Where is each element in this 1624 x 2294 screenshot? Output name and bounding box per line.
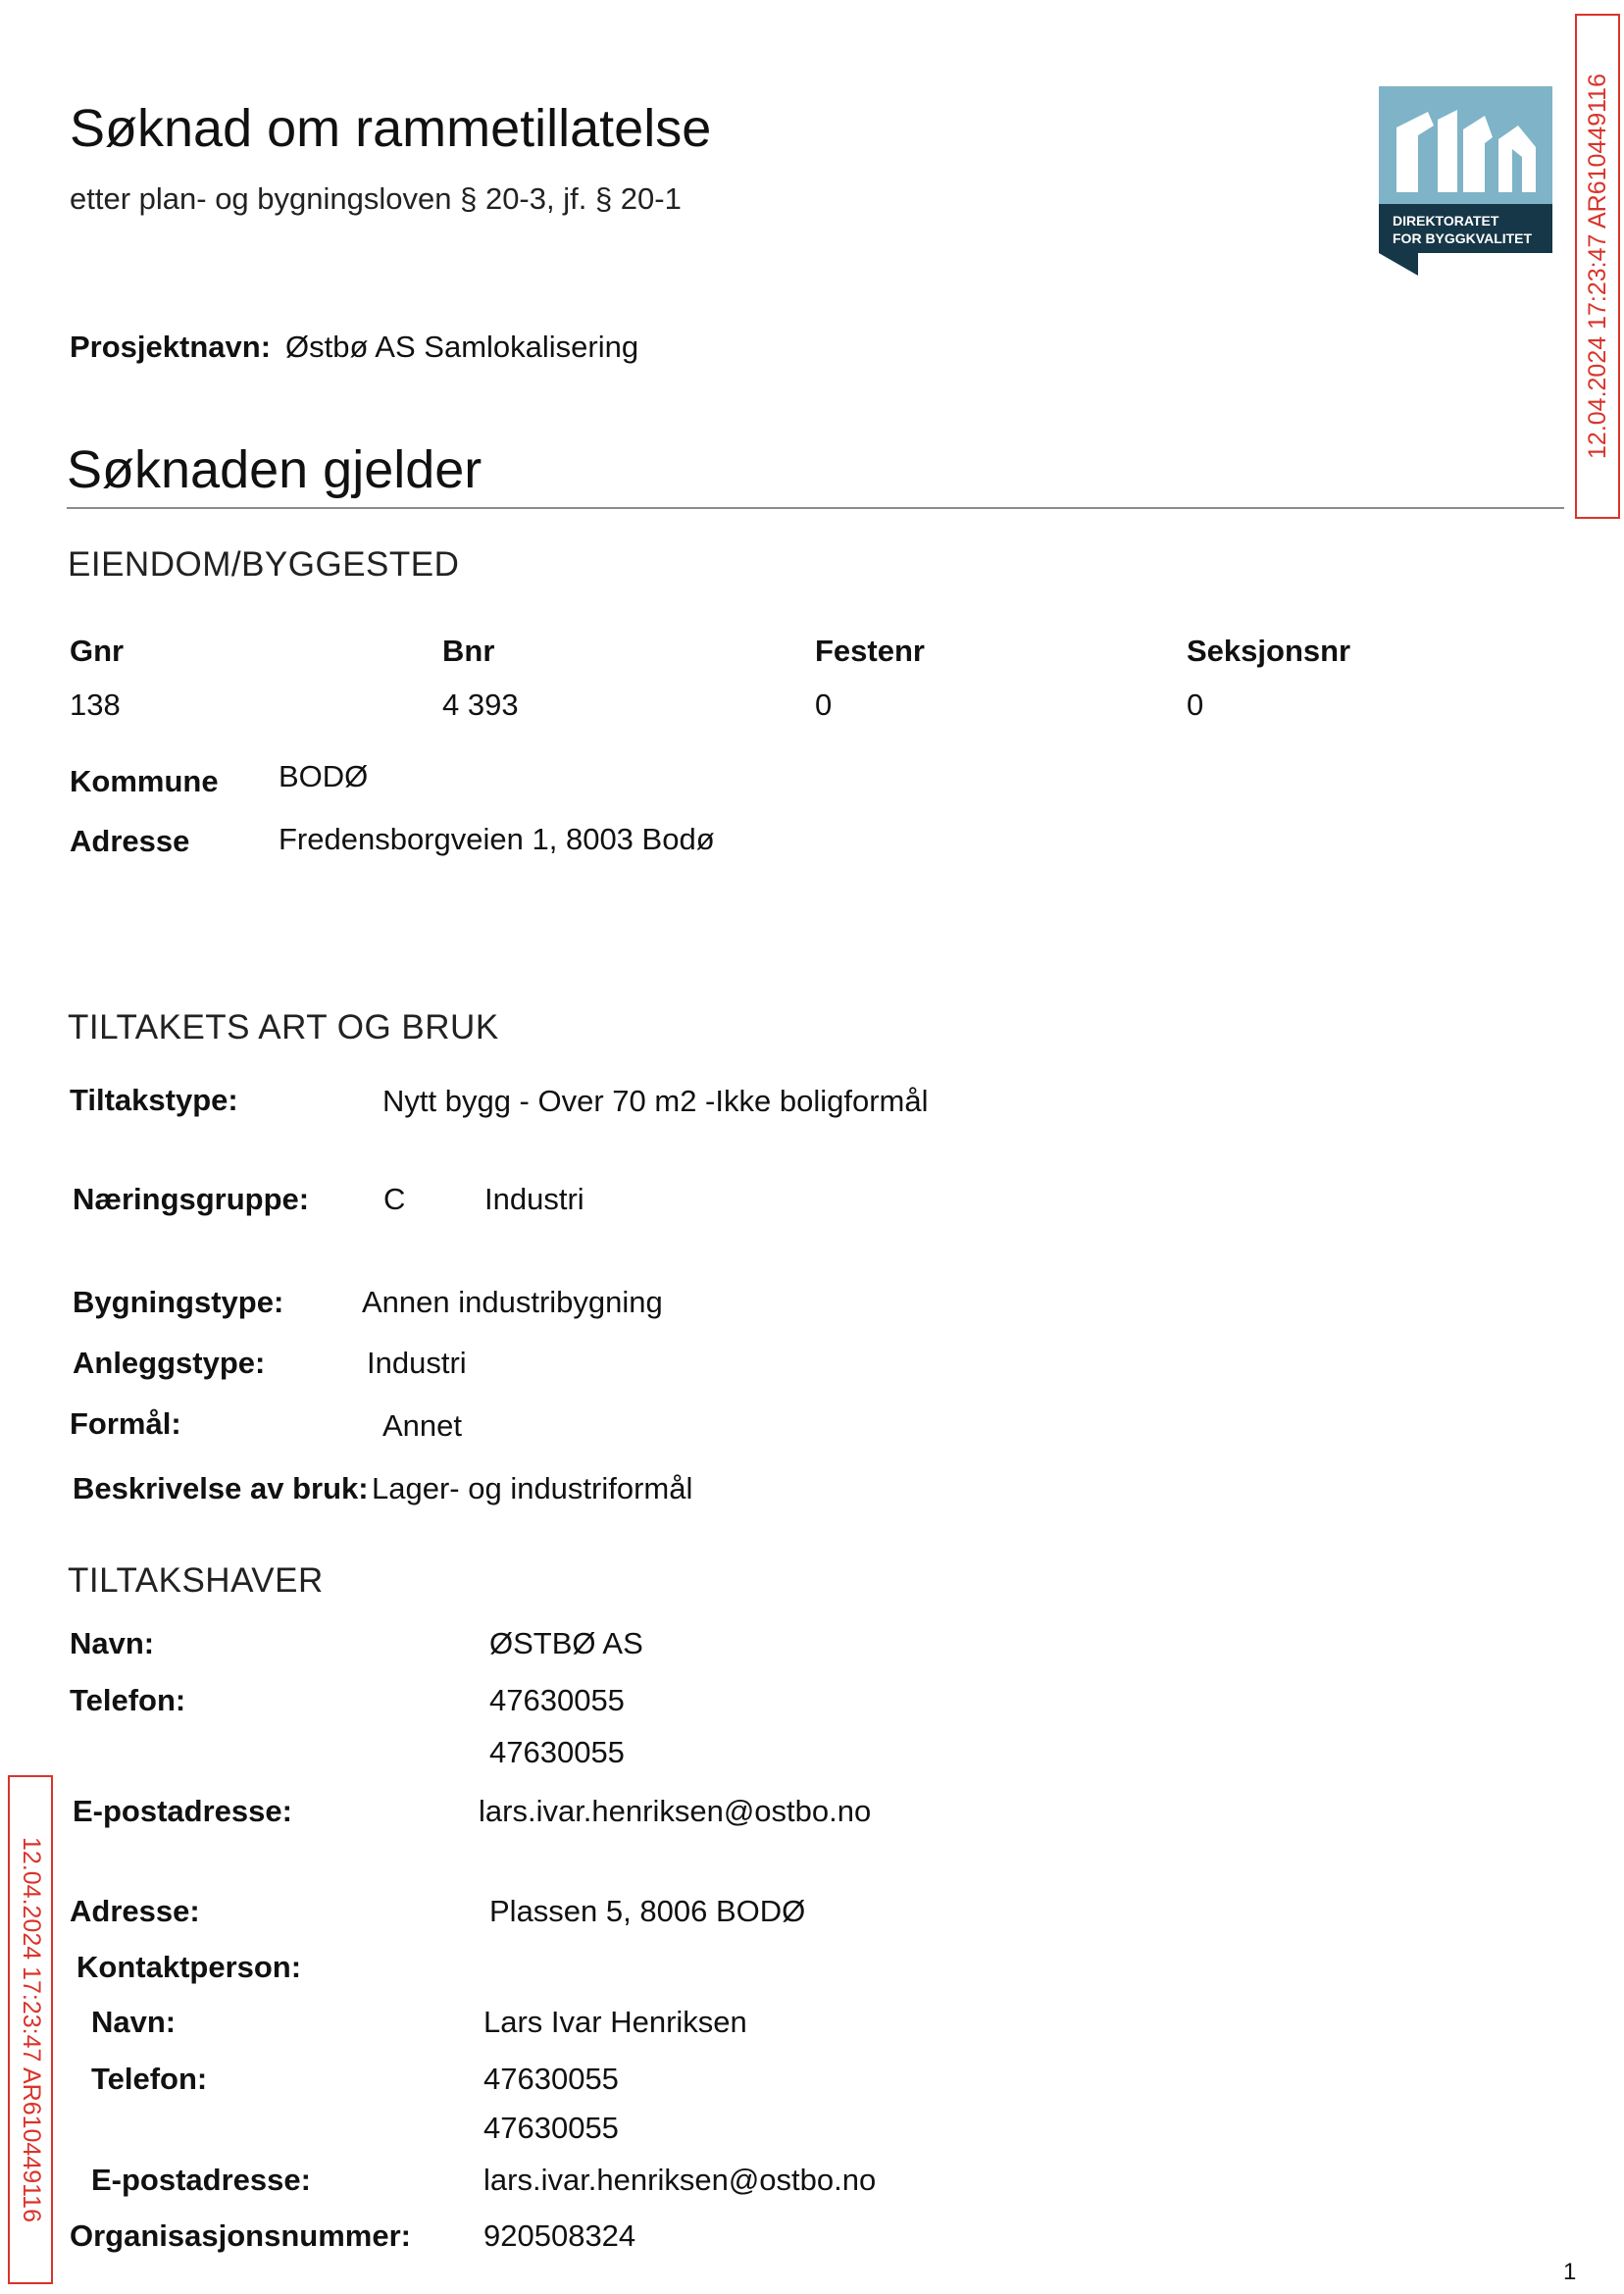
festenr-value: 0 (815, 688, 833, 722)
orgnr-label: Organisasjonsnummer: (70, 2218, 411, 2253)
bygningstype-label: Bygningstype: (73, 1285, 284, 1319)
kontakt-navn-label: Navn: (91, 2005, 177, 2039)
bnr-value: 4 393 (442, 688, 519, 722)
property-heading: EIENDOM/BYGGESTED (68, 545, 460, 584)
tiltakshaver-telefon-2: 47630055 (489, 1735, 625, 1769)
logo-text-line2: FOR BYGGKVALITET (1393, 230, 1533, 246)
dibk-logo (1379, 86, 1552, 276)
orgnr-value: 920508324 (483, 2218, 636, 2253)
tiltakshaver-telefon-label: Telefon: (70, 1683, 186, 1717)
timestamp-stamp-right: 12.04.2024 17:23:47 AR610449116 (1575, 14, 1620, 519)
festenr-label: Festenr (815, 634, 925, 668)
kommune-value: BODØ (279, 759, 369, 793)
project-label: Prosjektnavn: (70, 330, 272, 364)
kontakt-telefon-1: 47630055 (483, 2062, 619, 2096)
kontakt-navn-value: Lars Ivar Henriksen (483, 2005, 747, 2039)
kontakt-telefon-2: 47630055 (483, 2111, 619, 2145)
seksjonsnr-label: Seksjonsnr (1187, 634, 1351, 668)
logo-text-line1: DIREKTORATET (1393, 213, 1499, 229)
tiltakshaver-adresse-label: Adresse: (70, 1894, 200, 1928)
adresse-label: Adresse (70, 824, 190, 858)
page-title: Søknad om rammetillatelse (70, 99, 712, 158)
naeringsgruppe-code: C (383, 1182, 406, 1216)
beskrivelse-value: Lager- og industriformål (372, 1471, 693, 1505)
tiltakshaver-navn-value: ØSTBØ AS (489, 1626, 643, 1660)
bnr-label: Bnr (442, 634, 495, 668)
kontakt-epost-value: lars.ivar.henriksen@ostbo.no (483, 2163, 877, 2197)
tiltakshaver-telefon-1: 47630055 (489, 1683, 625, 1717)
bygningstype-value: Annen industribygning (362, 1285, 663, 1319)
tiltak-heading: TILTAKETS ART OG BRUK (68, 1008, 499, 1046)
tiltakshaver-epost-label: E-postadresse: (73, 1794, 292, 1828)
anleggstype-value: Industri (367, 1346, 467, 1380)
page-subtitle: etter plan- og bygningsloven § 20-3, jf. § 20-1 (70, 181, 682, 216)
tiltakshaver-adresse-value: Plassen 5, 8006 BODØ (489, 1894, 806, 1928)
seksjonsnr-value: 0 (1187, 688, 1204, 722)
adresse-value: Fredensborgveien 1, 8003 Bodø (279, 822, 715, 856)
kontakt-epost-label: E-postadresse: (91, 2163, 311, 2197)
gnr-value: 138 (70, 688, 121, 722)
tiltakshaver-navn-label: Navn: (70, 1626, 155, 1660)
formal-label: Formål: (70, 1406, 181, 1441)
tiltakstype-label: Tiltakstype: (70, 1083, 238, 1117)
tiltakshaver-heading: TILTAKSHAVER (68, 1561, 324, 1600)
gnr-label: Gnr (70, 634, 125, 668)
naeringsgruppe-value: Industri (484, 1182, 584, 1216)
project-value: Østbø AS Samlokalisering (285, 330, 639, 364)
timestamp-stamp-left: 12.04.2024 17:23:47 AR610449116 (8, 1775, 53, 2284)
beskrivelse-label: Beskrivelse av bruk: (73, 1471, 369, 1505)
kontakt-telefon-label: Telefon: (91, 2062, 208, 2096)
kommune-label: Kommune (70, 764, 219, 798)
tiltakshaver-epost-value: lars.ivar.henriksen@ostbo.no (479, 1794, 872, 1828)
section-divider (67, 507, 1564, 509)
building-logo-icon (1379, 86, 1552, 276)
formal-value: Annet (382, 1408, 463, 1443)
kontaktperson-label: Kontaktperson: (76, 1950, 302, 1984)
naeringsgruppe-label: Næringsgruppe: (73, 1182, 310, 1216)
page-number: 1 (1563, 2259, 1577, 2285)
tiltakstype-value: Nytt bygg - Over 70 m2 -Ikke boligformål (382, 1084, 929, 1118)
anleggstype-label: Anleggstype: (73, 1346, 266, 1380)
section-title: Søknaden gjelder (67, 440, 482, 499)
